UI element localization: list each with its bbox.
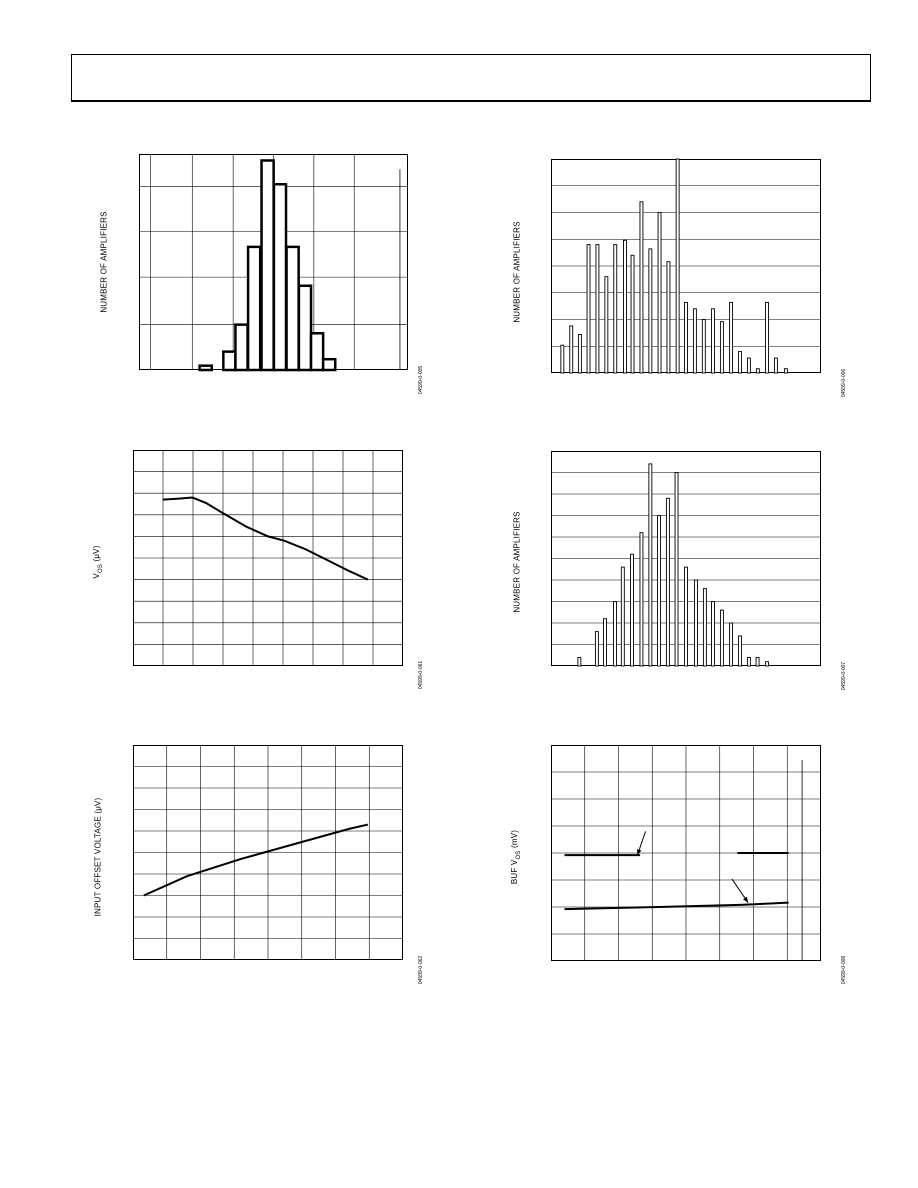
histogram-bar <box>323 359 335 370</box>
histogram-bar <box>578 657 581 666</box>
figure-3-ylabel <box>92 545 104 578</box>
histogram-bar <box>712 602 715 667</box>
histogram-bar <box>667 262 670 373</box>
figure-6-code: 04599-0-008 <box>841 955 847 985</box>
histogram-bar <box>739 352 742 373</box>
histogram-bar <box>730 302 733 373</box>
histogram-bar <box>747 358 750 373</box>
figure-4-histogram <box>551 451 821 666</box>
histogram-bar <box>720 322 723 373</box>
histogram-bar <box>561 345 564 373</box>
histogram-bar <box>631 255 634 373</box>
histogram-bar <box>685 567 688 666</box>
page-header-box <box>71 54 871 102</box>
histogram-bar <box>685 302 688 373</box>
histogram-bar <box>730 623 733 666</box>
histogram-bar <box>649 464 652 666</box>
figure-4-ylabel: NUMBER OF AMPLIFIERS <box>512 511 522 613</box>
series-line <box>565 903 789 909</box>
histogram-bar <box>604 619 607 666</box>
figure-3-ylabel-sub: OS <box>97 563 104 574</box>
histogram-bar <box>666 498 669 666</box>
histogram-bar <box>614 245 617 373</box>
histogram-bar <box>299 286 311 370</box>
figure-6-ylabel-sub: OS <box>515 850 522 860</box>
histogram-bar <box>605 277 608 373</box>
figure-3-ylabel-unit: (μV) <box>92 545 102 564</box>
histogram-bar <box>658 516 661 667</box>
histogram-bar <box>676 159 679 373</box>
figure-5-ylabel-unit: (μV) <box>93 797 103 817</box>
histogram-bar <box>756 657 759 666</box>
histogram-bar <box>621 567 624 666</box>
histogram-bar <box>703 589 706 666</box>
figure-3-line-chart <box>133 450 403 666</box>
figure-3-code: 04599-0-061 <box>418 660 424 690</box>
histogram-bar <box>200 366 212 370</box>
figure-6-ylabel-unit: (mV) <box>510 829 520 851</box>
histogram-bar <box>693 309 696 373</box>
annotation-arrow-head <box>743 897 748 903</box>
histogram-bar <box>739 636 742 666</box>
histogram-bar <box>784 369 787 373</box>
figure-6-line-chart <box>551 745 821 961</box>
figure-2-ylabel: NUMBER OF AMPLIFIERS <box>512 221 522 323</box>
histogram-bar <box>570 326 573 373</box>
histogram-bar <box>311 333 323 370</box>
histogram-bar <box>640 202 643 373</box>
histogram-bar <box>235 325 247 370</box>
histogram-bar <box>578 334 581 373</box>
histogram-bar <box>658 213 661 374</box>
histogram-bar <box>631 554 634 666</box>
figure-4-code: 04599-0-007 <box>841 661 847 691</box>
figure-5-code: 04599-0-062 <box>418 955 424 985</box>
histogram-bar <box>756 369 759 373</box>
histogram-bar <box>596 245 599 373</box>
histogram-bar <box>774 358 777 373</box>
figure-3-ylabel-main: V <box>92 573 102 579</box>
histogram-bar <box>614 602 617 667</box>
histogram-bar <box>287 247 299 370</box>
figure-2-code: 04599-0-006 <box>841 368 847 398</box>
figure-2-histogram <box>551 159 821 373</box>
histogram-bar <box>595 632 598 666</box>
histogram-bar <box>702 320 705 374</box>
figure-5-line-chart <box>133 745 403 960</box>
histogram-bar <box>587 245 590 373</box>
figure-1-code: 04599-0-005 <box>418 365 424 395</box>
series-line <box>144 825 368 896</box>
figure-1-ylabel: NUMBER OF AMPLIFIERS <box>99 211 109 313</box>
histogram-bar <box>649 249 652 373</box>
figure-5-ylabel <box>94 798 103 917</box>
histogram-bar <box>274 184 286 370</box>
histogram-bar <box>747 657 750 666</box>
figure-6-ylabel <box>510 830 522 884</box>
histogram-bar <box>675 473 678 667</box>
figure-1-histogram <box>139 154 408 370</box>
histogram-bar <box>695 580 698 666</box>
figure-5-ylabel-main: INPUT OFFSET VOLTAGE <box>93 816 103 917</box>
histogram-bar <box>262 160 274 370</box>
histogram-bar <box>766 302 769 373</box>
figure-6-ylabel-main: BUF V <box>510 859 520 885</box>
histogram-bar <box>248 247 260 370</box>
histogram-bar <box>766 662 769 666</box>
histogram-bar <box>623 240 626 373</box>
histogram-bar <box>223 352 235 370</box>
histogram-bar <box>640 533 643 666</box>
histogram-bar <box>712 309 715 373</box>
series-line <box>163 498 368 580</box>
histogram-bar <box>720 610 723 666</box>
